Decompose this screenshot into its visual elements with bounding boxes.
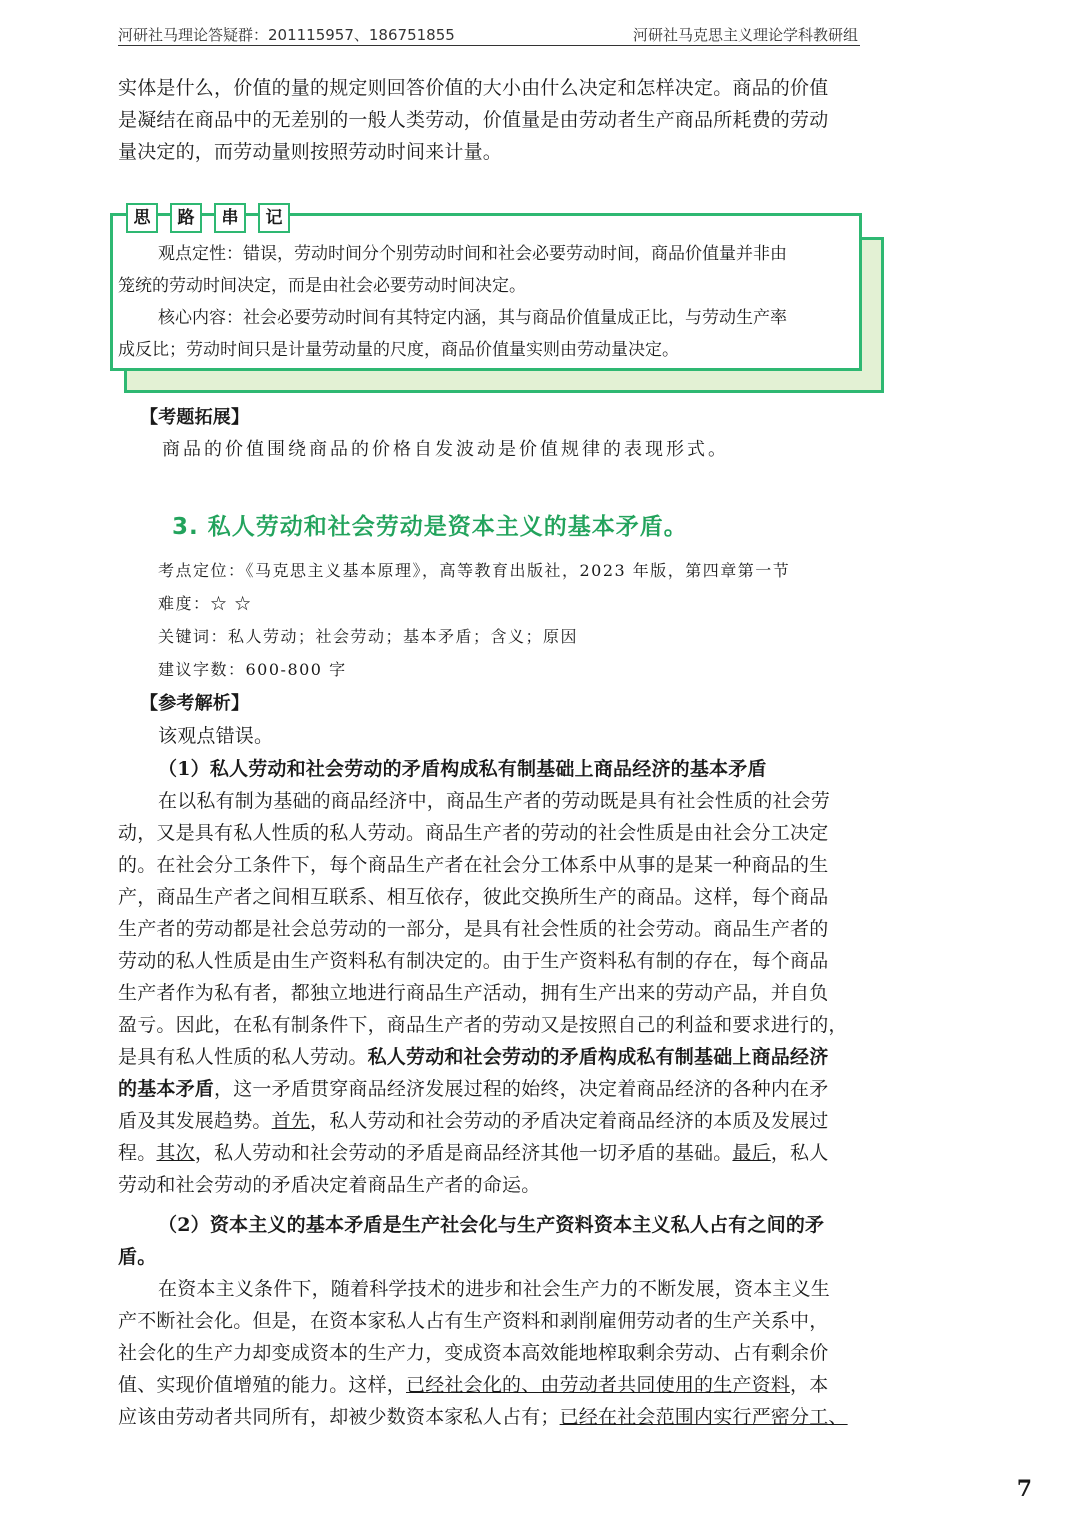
text-line bbox=[118, 1041, 860, 1073]
page-number: 7 bbox=[1016, 1476, 1032, 1502]
underlined-run: 已经在社会范围内实行严密分工、 bbox=[559, 1406, 848, 1428]
meta-wordcount: 建议字数：600-800 字 bbox=[158, 660, 347, 679]
tip-tag: 串 bbox=[214, 203, 246, 233]
text-line: 的。在社会分工条件下，每个商品生产者在社会分工体系中从事的是某一种商品的生 bbox=[118, 854, 829, 876]
text-line: 是凝结在商品中的无差别的一般人类劳动，价值量是由劳动者生产商品所耗费的劳动 bbox=[118, 109, 829, 131]
text-line: 量决定的，而劳动量则按照劳动时间来计量。 bbox=[118, 141, 503, 163]
text-line: 实体是什么，价值的量的规定则回答价值的大小由什么决定和怎样决定。商品的价值 bbox=[118, 77, 829, 99]
text-run: 程。 bbox=[118, 1142, 157, 1164]
meta-difficulty: 难度：☆ ☆ bbox=[158, 594, 253, 613]
extension-title: 【考题拓展】 bbox=[140, 407, 250, 428]
text-run: 应该由劳动者共同所有，却被少数资本家私人占有； bbox=[118, 1406, 560, 1428]
text-run: 值、实现价值增殖的能力。这样， bbox=[118, 1374, 407, 1396]
text-line: 观点定性：错误，劳动时间分个别劳动时间和社会必要劳动时间，商品价值量并非由 bbox=[158, 244, 787, 264]
intro-paragraph bbox=[118, 72, 860, 168]
text-line: 笼统的劳动时间决定，而是由社会必要劳动时间决定。 bbox=[118, 276, 526, 296]
subheading-2 bbox=[118, 1209, 860, 1273]
tip-tag: 路 bbox=[170, 203, 202, 233]
text-line: 劳动的私人性质是由生产资料私有制决定的。由于生产资料私有制的存在，每个商品 bbox=[118, 950, 829, 972]
text-line bbox=[118, 1137, 860, 1169]
subheading-1: （1）私人劳动和社会劳动的矛盾构成私有制基础上商品经济的基本矛盾 bbox=[158, 758, 767, 780]
bold-run: 私人劳动和社会劳动的矛盾构成私有制基础上商品经济 bbox=[367, 1046, 829, 1068]
text-run: 是具有私人性质的私人劳动。 bbox=[118, 1046, 368, 1068]
meta-location: 考点定位：《马克思主义基本原理》，高等教育出版社，2023 年版，第四章第一节 bbox=[158, 561, 791, 580]
text-line: 盾。 bbox=[118, 1246, 157, 1268]
underlined-run: 已经社会化的、由劳动者共同使用的生产资料 bbox=[406, 1374, 791, 1396]
extension-text: 商品的价值围绕商品的价格自发波动是价值规律的表现形式。 bbox=[162, 439, 729, 460]
text-line: 成反比；劳动时间只是计量劳动量的尺度，商品价值量实则由劳动量决定。 bbox=[118, 340, 679, 360]
underlined-run: 首先 bbox=[271, 1110, 311, 1132]
text-line: 生产者的劳动都是社会总劳动的一部分，是具有社会性质的社会劳动。商品生产者的 bbox=[118, 918, 829, 940]
text-run: 盾及其发展趋势。 bbox=[118, 1110, 272, 1132]
analysis-title: 【参考解析】 bbox=[140, 693, 250, 714]
text-line bbox=[118, 1401, 860, 1433]
underlined-run: 其次 bbox=[156, 1142, 195, 1164]
text-line: 社会化的生产力却变成资本的生产力，变成资本高效能地榨取剩余劳动、占有剩余价 bbox=[118, 1342, 829, 1364]
text-line: 核心内容：社会必要劳动时间有其特定内涵，其与商品价值量成正比，与劳动生产率 bbox=[158, 308, 787, 328]
header-right: 河研社马克思主义理论学科教研组 bbox=[632, 26, 858, 44]
verdict: 该观点错误。 bbox=[158, 725, 274, 747]
text-run: ，私人劳动和社会劳动的矛盾是商品经济其他一切矛盾的基础。 bbox=[194, 1142, 733, 1164]
text-run: ，私人 bbox=[770, 1142, 829, 1164]
text-run: ，本 bbox=[790, 1374, 829, 1396]
text-line: 盈亏。因此，在私有制条件下，商品生产者的劳动又是按照自己的利益和要求进行的， bbox=[118, 1014, 848, 1036]
text-line bbox=[118, 1369, 860, 1401]
paragraph-1 bbox=[118, 785, 860, 1201]
header-divider bbox=[118, 45, 860, 46]
text-line: 产不断社会化。但是，在资本家私人占有生产资料和剥削雇佣劳动者的生产关系中， bbox=[118, 1310, 829, 1332]
paragraph-2 bbox=[118, 1273, 860, 1433]
text-line: 动，又是具有私人性质的私人劳动。商品生产者的劳动的社会性质是由社会分工决定 bbox=[118, 822, 829, 844]
meta-keywords: 关键词：私人劳动；社会劳动；基本矛盾；含义；原因 bbox=[158, 627, 579, 646]
text-run: ，这一矛盾贯穿商品经济发展过程的始终，决定着商品经济的各种内在矛 bbox=[214, 1078, 829, 1100]
text-line: 在资本主义条件下，随着科学技术的进步和社会生产力的不断发展，资本主义生 bbox=[158, 1278, 831, 1300]
tip-tag: 记 bbox=[258, 203, 290, 233]
text-line: （2）资本主义的基本矛盾是生产社会化与生产资料资本主义私人占有之间的矛 bbox=[158, 1214, 825, 1236]
section-heading: 3. 私人劳动和社会劳动是资本主义的基本矛盾。 bbox=[172, 514, 688, 540]
tip-content bbox=[118, 238, 860, 366]
bold-run: 的基本矛盾 bbox=[118, 1078, 215, 1100]
text-line bbox=[118, 1073, 860, 1105]
header-left: 河研社马理论答疑群：201115957、186751855 bbox=[118, 26, 455, 44]
text-line: 产，商品生产者之间相互联系、相互依存，彼此交换所生产的商品。这样，每个商品 bbox=[118, 886, 829, 908]
text-line bbox=[118, 1105, 860, 1137]
underlined-run: 最后 bbox=[732, 1142, 771, 1164]
text-line: 生产者作为私有者，都独立地进行商品生产活动，拥有生产出来的劳动产品，并自负 bbox=[118, 982, 829, 1004]
text-line: 劳动和社会劳动的矛盾决定着商品生产者的命运。 bbox=[118, 1174, 541, 1196]
text-line: 在以私有制为基础的商品经济中，商品生产者的劳动既是具有社会性质的社会劳 bbox=[158, 790, 831, 812]
tip-tag: 思 bbox=[126, 203, 158, 233]
text-run: ，私人劳动和社会劳动的矛盾决定着商品经济的本质及发展过 bbox=[310, 1110, 829, 1132]
